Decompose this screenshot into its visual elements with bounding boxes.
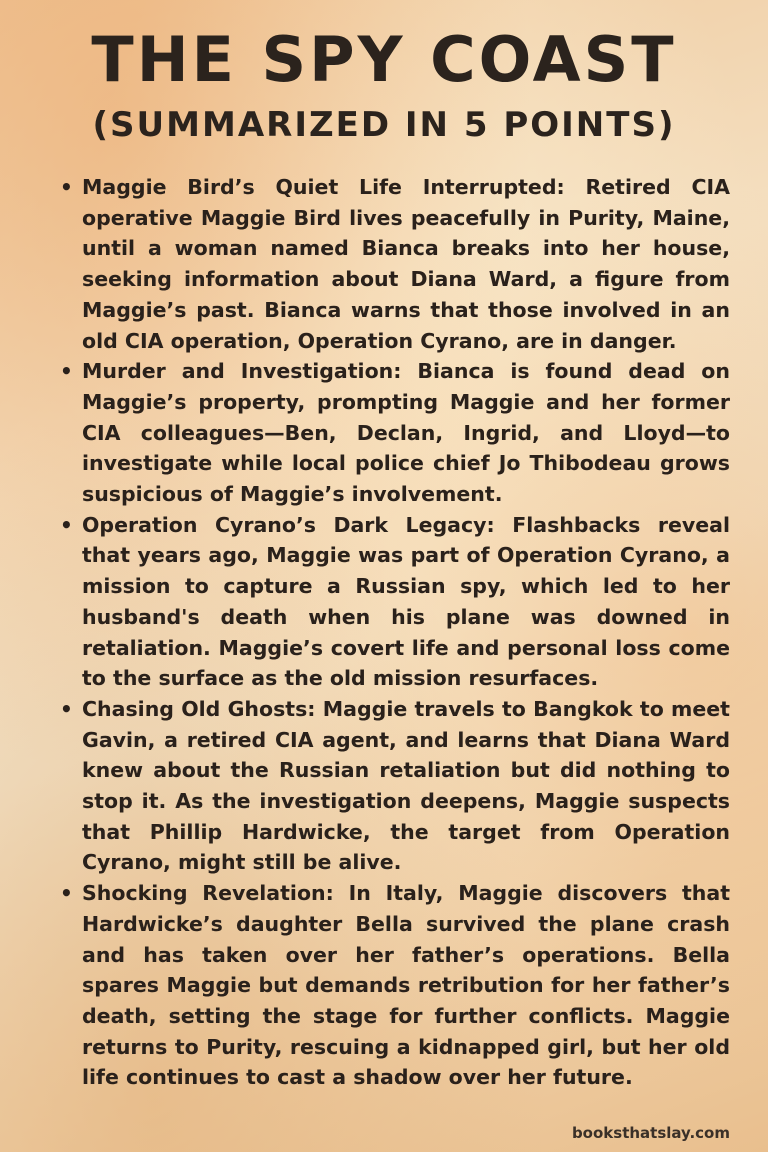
bullet-icon: • [60,512,73,537]
summary-points-list [58,172,730,1093]
summary-point-2 [58,356,730,510]
summary-point-text: Chasing Old Ghosts: Maggie travels to Bangkok to meet Gavin, a retired CIA agent, and learns that Diana Ward knew about the Russian retaliation but did nothing to stop it. As the investigation deepens, Maggie suspects that Phillip Hardwicke, the target from Operation Cyrano, might still be alive. [82,696,730,875]
page-title: THE SPY COAST [91,23,677,96]
summary-point-4 [58,694,730,878]
summary-point-text: Murder and Investigation: Bianca is found dead on Maggie’s property, prompting Maggie and her former CIA colleagues—Ben, Declan, Ingrid, and Lloyd—to investigate while local police chief Jo Thibodeau grows suspicious of Maggie’s involvement. [82,359,730,507]
bullet-icon: • [60,175,73,199]
bullet-icon: • [60,881,73,906]
summary-point-text: Operation Cyrano’s Dark Legacy: Flashbacks reveal that years ago, Maggie was part of Operation Cyrano, a mission to capture a Russian spy, which led to her husband's death when his plane was downed in retaliation. Maggie’s covert life and personal loss come to the surface as the old mission resurfaces. [82,512,730,691]
summary-point-text: Maggie Bird’s Quiet Life Interrupted: Retired CIA operative Maggie Bird lives peacefully in Purity, Maine, until a woman named Bianca breaks into her house, seeking information about Diana Ward, a figure from Maggie’s past. Bianca warns that those involved in an old CIA operation, Operation Cyrano, are in danger. [82,175,730,353]
summary-point-5 [58,878,730,1093]
bullet-icon: • [60,359,73,384]
summary-point-1 [58,172,730,356]
bullet-icon: • [60,696,73,721]
summary-point-3 [58,510,730,694]
summary-point-text: Shocking Revelation: In Italy, Maggie discovers that Hardwicke’s daughter Bella survived the plane crash and has taken over her father’s operations. Bella spares Maggie but demands retribution for her father’s death, setting the stage for further conflicts. Maggie returns to Purity, rescuing a kidnapped girl, but her old life continues to cast a shadow over her future. [82,881,730,1090]
page-subtitle: (SUMMARIZED IN 5 POINTS) [92,105,676,145]
site-credit: booksthatslay.com [571,1124,730,1142]
